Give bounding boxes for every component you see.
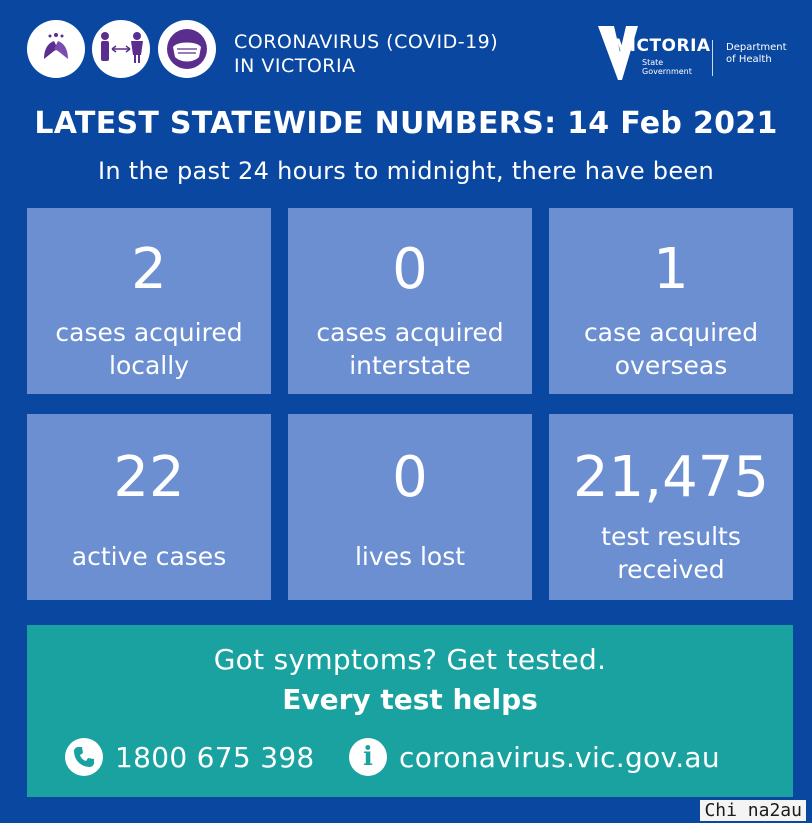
stat-label-line2: overseas [614,351,728,380]
subheadline: In the past 24 hours to midnight, there have been [97,157,714,185]
stat-label-line1: cases acquired [55,318,243,347]
stat-label: lives lost [354,542,466,571]
stat-label [578,316,764,382]
face-mask-icon [158,20,216,78]
stat-label-line1: test results [601,522,741,551]
phone-icon [65,738,103,776]
stat-tile-test-results [549,414,793,600]
stat-label-line2: interstate [349,351,471,380]
stat-label-line1: case acquired [583,318,759,347]
state-government-text [642,58,692,76]
department-line1: Department [726,42,787,53]
cta-line2: Every test helps [282,683,538,716]
stat-value: 22 [113,445,185,510]
victoria-government-logo [598,22,803,82]
physical-distancing-icon [92,20,150,78]
stat-value: 0 [392,445,428,510]
stat-label [49,316,248,382]
stat-tile-overseas-cases [549,208,793,394]
handwashing-icon [27,20,85,78]
state-text: State [642,58,664,67]
stat-value: 1 [653,237,689,302]
victoria-wordmark: VICTORIA [616,36,711,56]
stat-tile-local-cases [27,208,271,394]
campaign-title-line1: CORONAVIRUS (COVID-19) [234,31,499,53]
stat-label [310,316,509,382]
phone-number[interactable]: 1800 675 398 [115,740,315,774]
stat-tile-lives-lost [288,414,532,600]
stat-tile-interstate-cases [288,208,532,394]
department-name [726,42,787,66]
stat-tile-active-cases [27,414,271,600]
get-tested-banner [27,625,793,797]
stat-label-line2: locally [109,351,189,380]
watermark-text: Chi na2au [700,800,806,821]
stat-value: 21,475 [573,445,769,510]
website-link[interactable]: coronavirus.vic.gov.au [399,740,720,774]
stat-label-line1: cases acquired [316,318,504,347]
stat-value: 0 [392,237,428,302]
campaign-title [234,30,498,78]
headline: LATEST STATEWIDE NUMBERS: 14 Feb 2021 [34,106,778,141]
website-contact[interactable] [349,735,720,779]
stat-label: active cases [71,542,227,571]
cta-line1: Got symptoms? Get tested. [213,643,607,676]
stat-value: 2 [131,237,167,302]
department-line2: of Health [726,54,772,65]
government-text: Government [642,67,692,76]
campaign-title-line2: IN VICTORIA [234,55,356,77]
stat-label-line2: received [617,555,725,584]
logo-divider [712,40,713,76]
header [0,0,812,100]
info-icon: i [349,738,387,776]
phone-contact[interactable] [65,735,315,779]
stat-label [595,520,747,586]
